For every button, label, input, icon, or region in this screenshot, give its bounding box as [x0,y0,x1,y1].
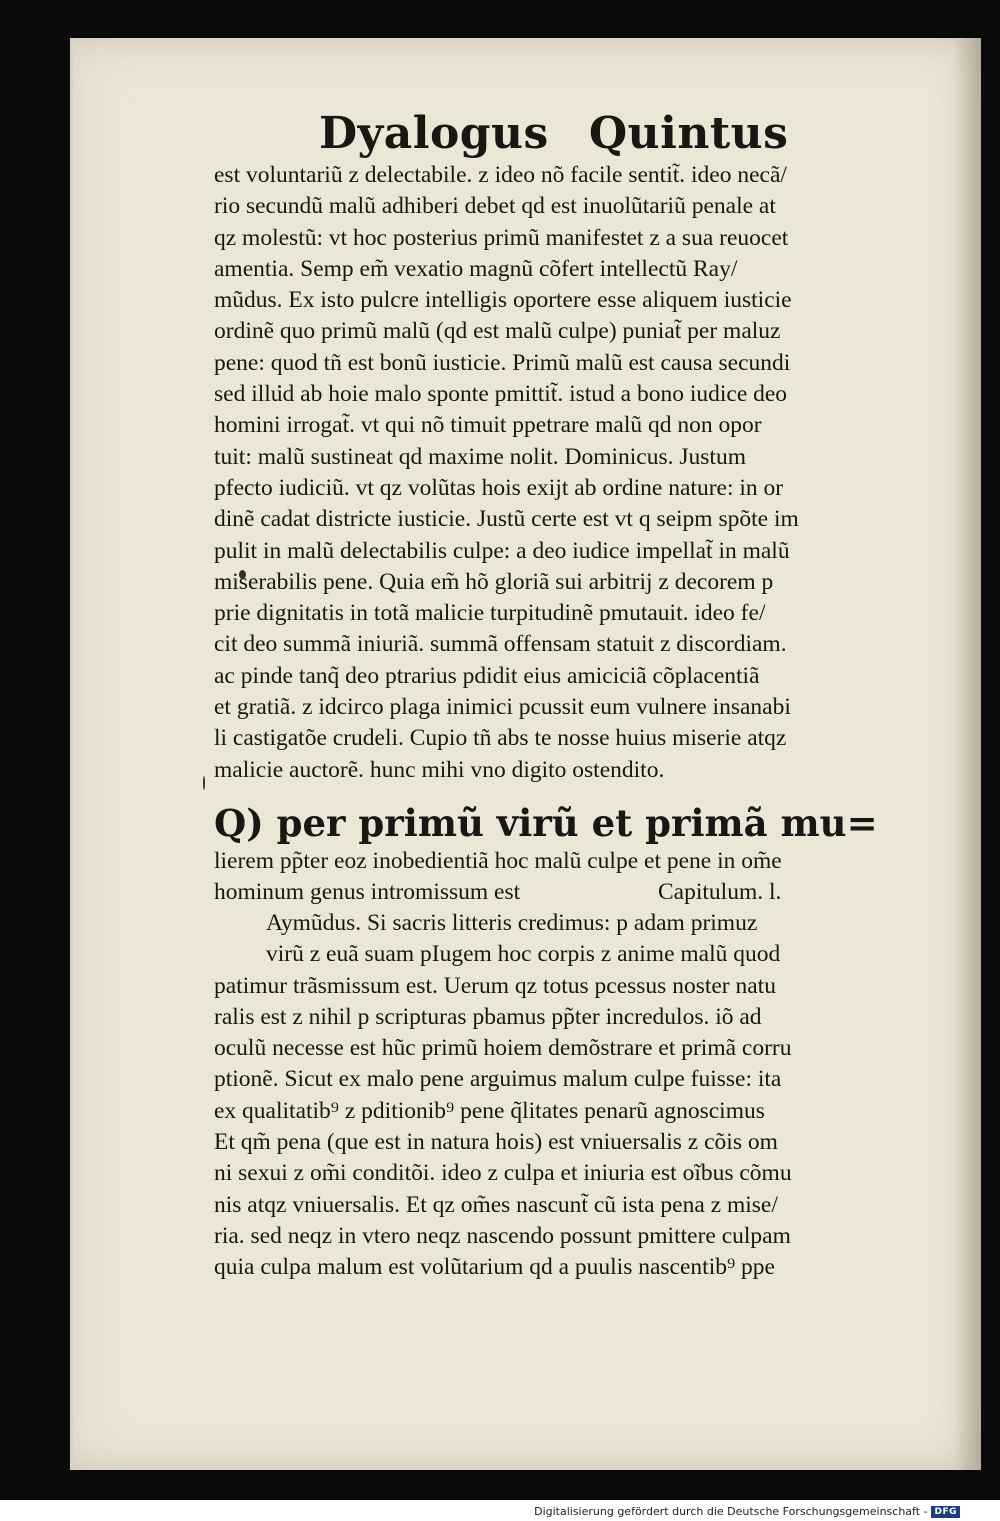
text-line: ptionẽ. Sicut ex malo pene arguimus malum culpe fuisse: ita [214,1066,782,1093]
text-line: ni sexui z om̃i conditõi. ideo z culpa et iniuria est oĩbus cõmu [214,1160,792,1187]
body-paragraph [214,160,854,786]
text-line: ria. sed neqz in vtero neqz nascendo possunt pmittere culpam [214,1222,791,1249]
text-line: virũ z euã suam pIugem hoc corpis z anime malũ quod [266,941,781,968]
chapter-heading-text: hominum genus intromissum est [214,878,521,905]
text-line: rio secundũ malũ adhiberi debet qd est inuolũtariũ penale at [214,193,776,220]
text-line: sed illud ab hoie malo sponte pmittit̃. istud a bono iudice deo [214,381,788,408]
running-head-right: Quintus [588,108,789,159]
digitization-credit [534,1505,960,1518]
chapter-label: Capitulum. l. [658,878,782,905]
chapter-paragraph [214,908,854,1284]
text-line: ordinẽ quo primũ malũ (qd est malũ culpe) puniat̃ per maluz [214,318,781,345]
text-line: prie dignitatis in totã malicie turpitudinẽ pmutauit. ideo fe/ [214,600,766,627]
running-head [319,108,854,160]
text-line: miserabilis pene. Quia em̃ hõ gloriã sui arbitrij z decorem p [214,568,774,595]
text-line: pene: quod tñ est bonũ iusticie. Primũ malũ est causa secundi [214,349,791,376]
page-edge-shadow [955,38,981,1470]
dfg-logo: DFG [931,1506,960,1518]
text-line: homini irrogat̃. vt qui nõ timuit ppetrare malũ qd non opor [214,412,762,439]
text-line: ex qualitatib⁹ z pditionib⁹ pene q̃litates penarũ agnoscimus [214,1097,765,1124]
credit-text: Digitalisierung gefördert durch die Deutsche Forschungsgemeinschaft - [534,1505,928,1518]
ink-speck [203,776,205,790]
text-line: et gratiã. z idcirco plaga inimici pcussit eum vulnere insanabi [214,694,791,721]
text-line: tuit: malũ sustineat qd maxime nolit. Dominicus. Justum [214,443,746,470]
text-line: pfecto iudiciũ. vt qz volũtas hois exijt ab ordine nature: in or [214,474,784,501]
chapter-heading-line [214,877,854,908]
text-line: est voluntariũ z delectabile. z ideo nõ facile sentit̃. ideo necã/ [214,162,787,188]
text-line: qz molestũ: vt hoc posterius primũ manifestet z a sua reuocet [214,224,789,251]
text-line: cit deo summã iniuriã. summã offensam statuit z discordiam. [214,631,787,658]
text-line: pulit in malũ delectabilis culpe: a deo iudice impellat̃ in malũ [214,537,790,564]
text-line: ralis est z nihil p scripturas pbamus pp̃ter incredulos. iõ ad [214,1003,762,1030]
running-head-left: Dyalogus [319,108,549,159]
chapter-heading: Q) per primũ virũ et primã mu= [214,800,878,845]
text-line: patimur trãsmissum est. Uerum qz totus pcessus noster natu [214,972,776,999]
chapter-heading-line: lierem pp̃ter eoz inobedientiã hoc malũ culpe et pene in om̃e [214,847,782,874]
text-line: dinẽ cadat districte iusticie. Justũ certe est vt q seipm spõte im [214,506,799,533]
page-text [214,108,878,1284]
text-line: Et qm̃ pena (que est in natura hois) est vniuersalis z cõis om [214,1129,778,1156]
text-line: mũdus. Ex isto pulcre intelligis oportere esse aliquem iusticie [214,287,792,314]
text-line: li castigatõe crudeli. Cupio tñ abs te nosse huius miserie atqz [214,725,787,752]
text-line: Aymũdus. Si sacris litteris credimus: p adam primuz [266,909,758,936]
text-line: malicie auctorẽ. hunc mihi vno digito ostendito. [214,756,665,783]
text-line: amentia. Semp em̃ vexatio magnũ cõfert intellectũ Ray/ [214,255,738,282]
text-line: quia culpa malum est volũtarium qd a puulis nascentib⁹ ppe [214,1254,775,1281]
text-line: ac pinde tanq̃ deo ptrarius pdidit eius amiciciã cõplacentiã [214,662,760,689]
text-line: nis atqz vniuersalis. Et qz om̃es nascunt̃ cũ ista pena z mise/ [214,1191,778,1218]
text-line: oculũ necesse est hũc primũ hoiem demõstrare et primã corru [214,1035,792,1062]
